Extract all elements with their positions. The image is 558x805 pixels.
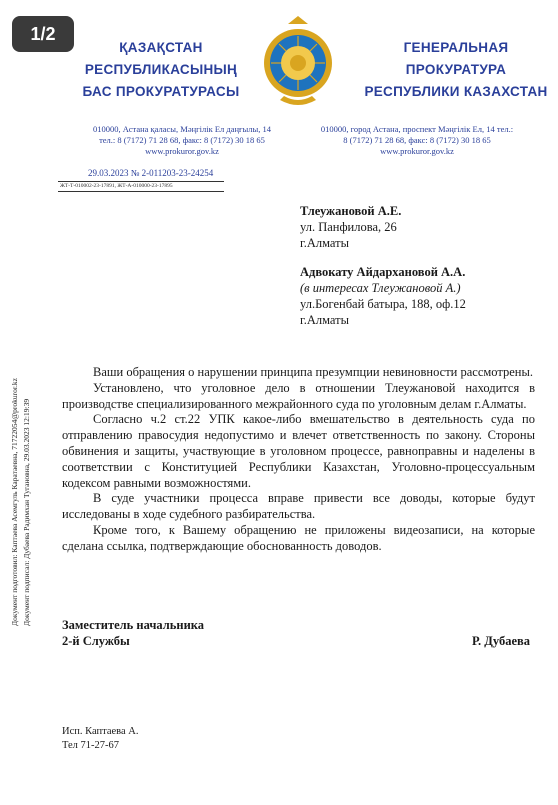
- state-emblem-icon: [262, 16, 334, 110]
- header-right-russian: [356, 37, 556, 103]
- address-line: 010000, город Астана, проспект Мәңгілік Ел, 14 тел.:: [320, 124, 514, 134]
- addressee-block: [300, 203, 401, 251]
- address-left: [72, 124, 292, 157]
- body-paragraph: Согласно ч.2 ст.22 УПК какое-либо вмешательство в деятельность суда по отправлению правосудия недопустимо и влечет ответственность по закону. Стороны обвинения и защиты, участвующие в уголовном процессе, равноправны и наделены в соответствии с Конституцией Республики Казахстан, Уголовно-процессуальным кодексом равными возможностями.: [62, 412, 535, 490]
- registration-codes: ЖТ-Т-010002-23-17891, ЖТ-А-010000-23-17895: [60, 183, 173, 189]
- website-link[interactable]: www.prokuror.gov.kz: [380, 146, 454, 156]
- header-left-kazakh: [66, 37, 256, 103]
- addressee-line: г.Алматы: [300, 236, 350, 250]
- signatory-name: Р. Дубаева: [471, 634, 530, 648]
- addressee-line: г.Алматы: [300, 313, 350, 327]
- addressee-line: ул.Богенбай батыра, 188, оф.12: [300, 297, 466, 311]
- header-left-line: БАС ПРОКУРАТУРАСЫ: [82, 84, 240, 99]
- signature-block: [62, 617, 530, 649]
- signatory-title: Заместитель начальника: [62, 618, 205, 632]
- letter-body: [62, 365, 535, 555]
- vertical-note-prepared: Документ подготовил: Каптаева Асемгуль Каратаевна, 71722054@prokuror.kz: [10, 378, 19, 626]
- address-line: тел.: 8 (7172) 71 28 68, факс: 8 (7172) 30 18 65: [99, 135, 265, 145]
- address-right: [304, 124, 530, 157]
- executor-phone: Тел 71-27-67: [62, 740, 120, 751]
- registration-date-number: 29.03.2023 № 2-011203-23-24254: [88, 168, 214, 178]
- body-paragraph: Установлено, что уголовное дело в отношении Тлеужановой находится в производстве специализированного межрайонного суда по уголовным делам г.Алматы.: [62, 380, 535, 411]
- signatory-department: 2-й Службы: [62, 634, 130, 648]
- addressee-block: [300, 264, 466, 328]
- vertical-note-signed: Документ подписал: Дубаева Радимхан Тугановна, 29.03.2023 12:19:39: [22, 398, 31, 626]
- body-paragraph: В суде участники процесса вправе привести все доводы, которые будут исследованы в ходе судебного разбирательства.: [62, 491, 535, 522]
- header-right-line: РЕСПУБЛИКИ КАЗАХСТАН: [364, 84, 548, 99]
- registration-divider: [58, 191, 224, 192]
- page-indicator[interactable]: 1/2: [12, 16, 74, 52]
- executor-block: [62, 725, 138, 753]
- executor-name: Исп. Каптаева А.: [62, 726, 139, 737]
- header-right-line: ГЕНЕРАЛЬНАЯ: [403, 40, 509, 55]
- addressee-name: Тлеужановой А.Е.: [300, 204, 402, 218]
- addressee-line: ул. Панфилова, 26: [300, 220, 397, 234]
- address-line: 010000, Астана қаласы, Мәңгілік Ел даңғылы, 14: [93, 124, 271, 134]
- header-right-line: ПРОКУРАТУРА: [405, 62, 507, 77]
- body-paragraph: Ваши обращения о нарушении принципа презумпции невиновности рассмотрены.: [93, 365, 533, 379]
- header-left-line: ҚАЗАҚСТАН: [119, 40, 203, 55]
- header-left-line: РЕСПУБЛИКАСЫНЫҢ: [84, 62, 238, 77]
- addressee-note: (в интересах Тлеужановой А.): [300, 281, 461, 295]
- address-line: 8 (7172) 71 28 68, факс: 8 (7172) 30 18 65: [343, 135, 491, 145]
- registration-divider: [58, 181, 224, 182]
- website-link[interactable]: www.prokuror.gov.kz: [145, 146, 219, 156]
- body-paragraph: Кроме того, к Вашему обращению не приложены видеозаписи, на которые сделана ссылка, подтверждающие обоснованность доводов.: [62, 522, 535, 553]
- addressee-name: Адвокату Айдархановой А.А.: [300, 265, 466, 279]
